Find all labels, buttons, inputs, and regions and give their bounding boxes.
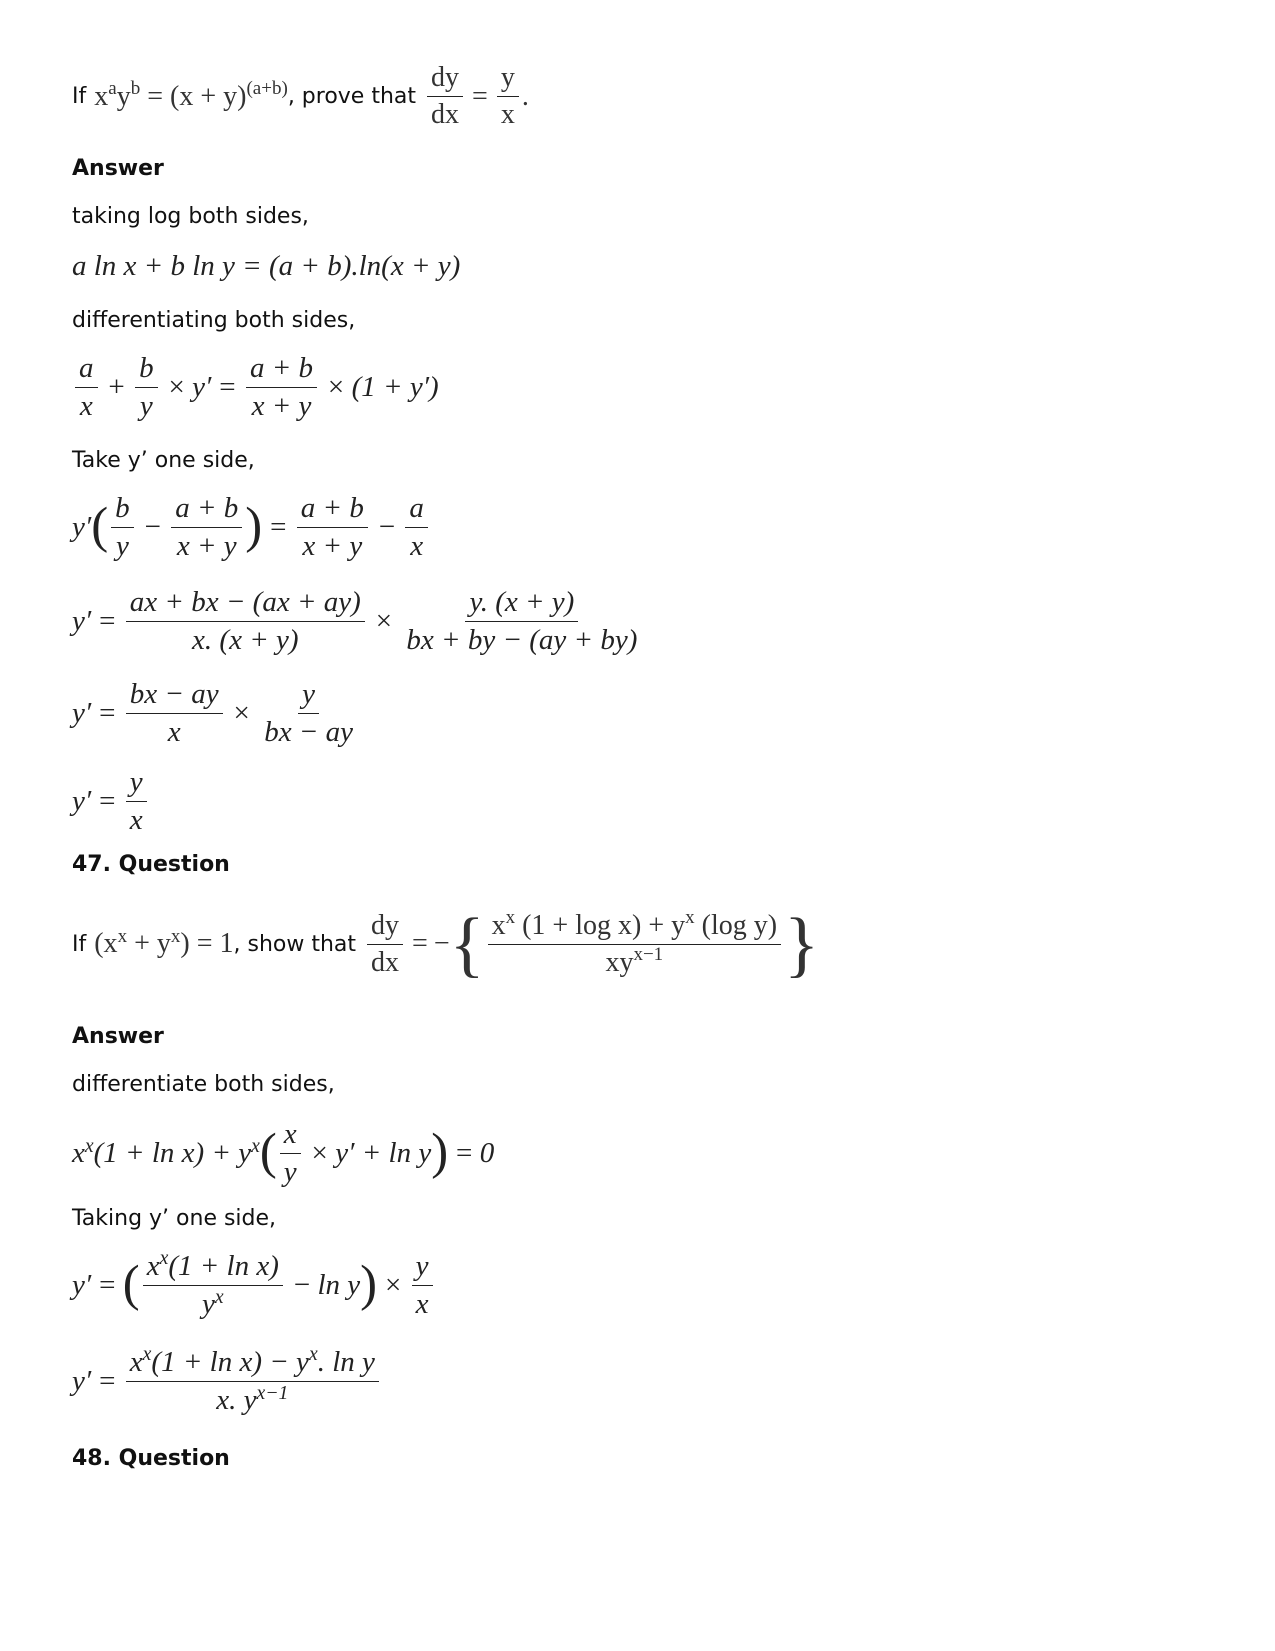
equation-y-prime-simplified: y′ = $\frac{bx - ay}{x}$ × $\frac{y}{bx - ay}$ <box>72 678 353 749</box>
answer-heading-46: Answer <box>72 156 164 181</box>
equation-47-y-prime-grouped: y′ = ( $\frac{x^x(1 + \ln x)}{y^x}$ − ln y ) × $\frac{y}{x}$ <box>72 1250 436 1322</box>
step-taking-log: taking log both sides, <box>72 204 309 229</box>
equation-47-y-prime-result: y′ = $\frac{x^x(1 + \ln x) - y^x. \ln y}{x. y^{x-1}}$ <box>72 1346 382 1418</box>
q47-statement <box>72 903 820 984</box>
step-differentiating: differentiating both sides, <box>72 308 356 333</box>
q46-given-equation: $x^ay^b = (x + y)^{(a+b)}$ <box>94 78 288 112</box>
q47-show-equation: $\frac{dy}{dx}$ = − { $\frac{x^x (1 + \log x) + y^x (\log y)}{xy^{x-1}}$ } <box>364 908 819 981</box>
q46-prove-equation: $\frac{dy}{dx}$ = $\frac{y}{x}$ . <box>424 62 529 131</box>
step-differentiate: differentiate both sides, <box>72 1072 335 1097</box>
q47-given-equation: $(x^x + y^x) = 1$ <box>94 925 234 960</box>
equation-y-prime-result: y′ = $\frac{y}{x}$ <box>72 766 150 838</box>
equation-differentiated: $\frac{a}{x}$ + $\frac{b}{y}$ × y′ = $\frac{a + b}{x + y}$ × (1 + y′) <box>72 352 439 424</box>
question-47-heading: 47. Question <box>72 852 230 877</box>
q46-if-word: If <box>72 84 87 110</box>
step-take-y-prime: Take y’ one side, <box>72 448 255 473</box>
answer-heading-47: Answer <box>72 1024 164 1049</box>
question-48-heading: 48. Question <box>72 1446 230 1471</box>
q46-statement <box>72 62 529 131</box>
q46-prove-text: , prove that <box>287 84 417 110</box>
q47-show-text: , show that <box>233 931 357 957</box>
equation-y-prime-grouped: y′ ( $\frac{b}{y}$ − $\frac{a + b}{x + y}$ ) = $\frac{a + b}{x + y}$ − $\frac{a}{x}$ <box>72 492 431 564</box>
step-taking-y-prime: Taking y’ one side, <box>72 1206 277 1231</box>
q47-if-word: If <box>72 931 87 957</box>
equation-y-prime-expanded: y′ = $\frac{ax + bx - (ax + ay)}{x. (x + y)}$ × $\frac{y. (x + y)}{bx + by - (ay + by)}$ <box>72 586 638 657</box>
equation-log-form: a ln x + b ln y = (a + b).ln(x + y) <box>72 250 461 282</box>
equation-47-differentiated: $x^x(1 + \ln x) + y^x$ ( $\frac{x}{y}$ × y′ + ln y ) = 0 <box>72 1118 495 1189</box>
